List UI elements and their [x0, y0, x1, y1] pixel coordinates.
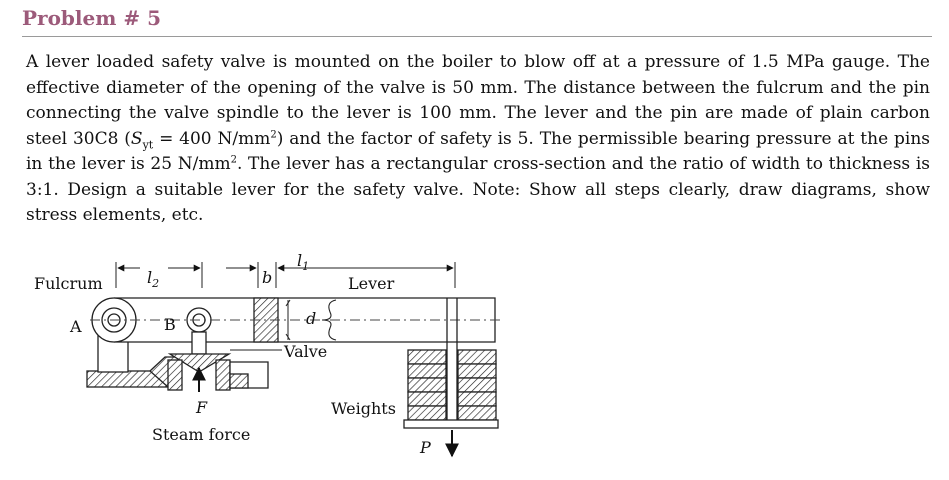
problem-statement — [26, 50, 930, 229]
label-l1: $l_1$ — [297, 251, 310, 273]
label-p: P — [420, 438, 431, 457]
label-valve: Valve — [284, 342, 328, 361]
label-a: A — [70, 317, 82, 336]
syt-symbol: S — [130, 128, 143, 149]
safety-valve-diagram — [0, 248, 949, 480]
statement-text-3: ) and the factor of safety is 5. The permissible bearing pressure at the pins in the lever is 25 N/mm — [26, 128, 930, 174]
statement-text-2: = 400 N/mm — [153, 128, 271, 149]
label-b-dimension: b — [262, 268, 273, 287]
title-divider — [22, 36, 932, 37]
unit-superscript-2: 2 — [230, 154, 237, 166]
statement-text-1: A lever loaded safety valve is mounted on the boiler to blow off at a pressure of 1.5 MPa gauge. The effective diameter of the opening of the valve is 50 mm. The distance between the fulcrum and the pin connecting the valve spindle to the lever is 100 mm. The lever and the pin are made of plain carbon steel 30C8 ( — [26, 52, 930, 149]
statement-text-4: . The lever has a rectangular cross-section and the ratio of width to thickness is 3:1. Design a suitable lever for the safety valve. Note: Show all steps clearly, draw diagrams, show stress elements, etc. — [26, 154, 930, 225]
label-l2: $l_2$ — [147, 268, 160, 290]
label-fulcrum: Fulcrum — [34, 274, 103, 293]
label-f: F — [196, 398, 208, 417]
problem-title: Problem # 5 — [22, 6, 161, 30]
label-lever: Lever — [348, 274, 395, 293]
label-d: d — [306, 309, 317, 328]
label-steam-force: Steam force — [152, 425, 251, 444]
dimension-lines — [116, 262, 455, 288]
syt-subscript: yt — [142, 137, 154, 151]
unit-superscript-1: 2 — [270, 128, 277, 140]
label-weights: Weights — [331, 399, 396, 418]
label-b: B — [164, 315, 176, 334]
